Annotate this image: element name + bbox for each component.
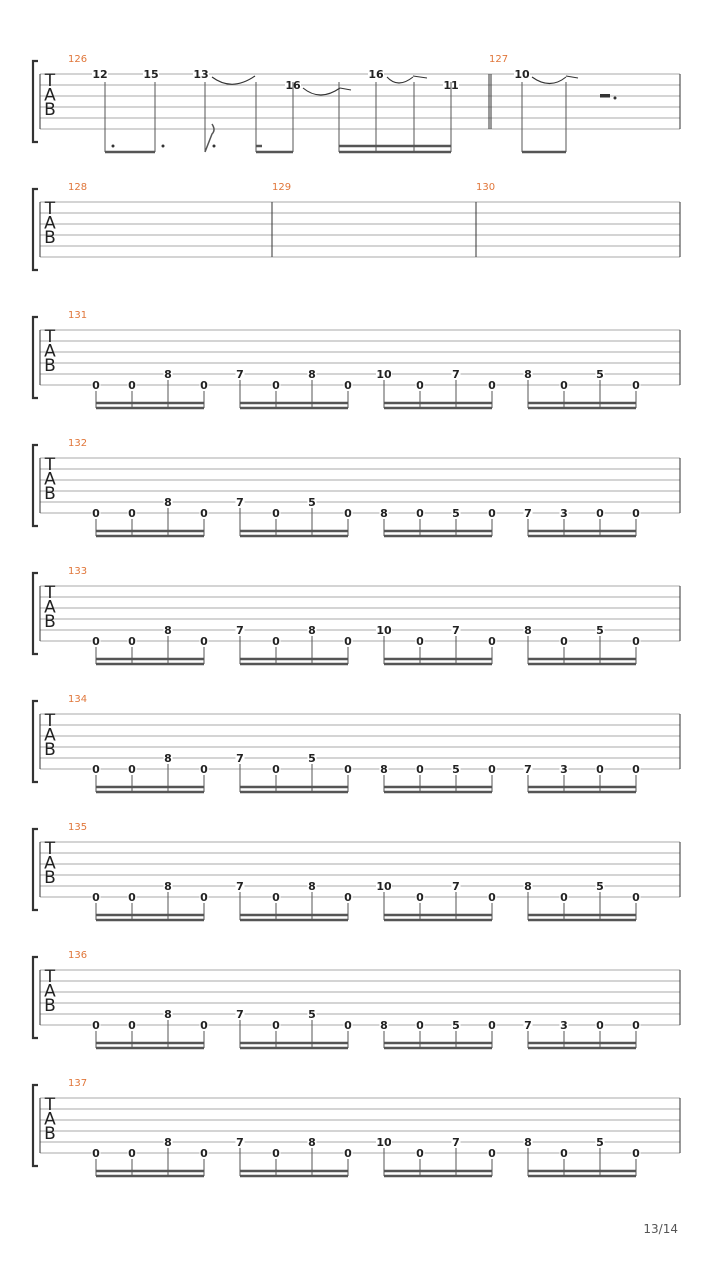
- fret-number: 0: [344, 1147, 352, 1160]
- fret-number: 0: [200, 763, 208, 776]
- rhythm-dot: [112, 145, 115, 148]
- fret-number: 7: [524, 507, 532, 520]
- fret-number: 0: [632, 891, 640, 904]
- fret-number: 0: [200, 507, 208, 520]
- slide-line: [340, 88, 351, 90]
- fret-number: 0: [92, 891, 100, 904]
- fret-number: 0: [92, 635, 100, 648]
- fret-number: 12: [92, 68, 108, 81]
- fret-number: 0: [632, 1147, 640, 1160]
- fret-number: 15: [143, 68, 159, 81]
- fret-number: 7: [524, 1019, 532, 1032]
- measure-number: 137: [68, 1078, 88, 1089]
- tab-clef-letter: A: [44, 85, 56, 106]
- fret-number: 0: [344, 763, 352, 776]
- fret-number: 5: [596, 624, 604, 637]
- tab-clef-letter: T: [44, 839, 56, 859]
- fret-number: 0: [560, 1147, 568, 1160]
- measure-number: 127: [489, 54, 509, 65]
- fret-number: 0: [560, 635, 568, 648]
- fret-number: 13: [193, 68, 209, 81]
- fret-number: 3: [560, 507, 568, 520]
- fret-number: 8: [524, 624, 532, 637]
- tab-clef-letter: A: [44, 341, 56, 362]
- fret-number: 8: [164, 496, 172, 509]
- fret-number: 0: [632, 1019, 640, 1032]
- fret-number: 0: [416, 635, 424, 648]
- measure-number: 128: [68, 182, 88, 193]
- fret-number: 5: [308, 496, 316, 509]
- fret-number: 0: [416, 379, 424, 392]
- fret-number: 8: [308, 624, 316, 637]
- system-bracket: [33, 573, 38, 654]
- system-bracket: [33, 701, 38, 782]
- fret-number: 0: [632, 763, 640, 776]
- fret-number: 0: [632, 507, 640, 520]
- tab-clef-letter: B: [44, 996, 56, 1016]
- fret-number: 0: [128, 379, 136, 392]
- fret-number: 0: [92, 1019, 100, 1032]
- tie-arc: [303, 88, 340, 95]
- fret-number: 16: [368, 68, 384, 81]
- fret-number: 0: [560, 891, 568, 904]
- system-bracket: [33, 317, 38, 398]
- fret-number: 0: [272, 763, 280, 776]
- tab-clef-letter: B: [44, 484, 56, 504]
- rhythm-dot: [162, 145, 165, 148]
- system-bracket: [33, 957, 38, 1038]
- fret-number: 0: [416, 507, 424, 520]
- fret-number: 0: [488, 891, 496, 904]
- fret-number: 0: [488, 379, 496, 392]
- fret-number: 7: [524, 763, 532, 776]
- fret-number: 0: [92, 1147, 100, 1160]
- tab-clef-letter: B: [44, 1124, 56, 1144]
- fret-number: 8: [164, 880, 172, 893]
- fret-number: 16: [285, 79, 301, 92]
- tab-clef-letter: A: [44, 1109, 56, 1130]
- fret-number: 7: [236, 1008, 244, 1021]
- fret-number: 0: [128, 635, 136, 648]
- page-number: 13/14: [643, 1222, 678, 1236]
- fret-number: 0: [344, 379, 352, 392]
- fret-number: 0: [344, 507, 352, 520]
- fret-number: 0: [596, 1019, 604, 1032]
- fret-number: 11: [443, 79, 459, 92]
- fret-number: 8: [380, 1019, 388, 1032]
- fret-number: 0: [488, 1019, 496, 1032]
- fret-number: 5: [596, 880, 604, 893]
- fret-number: 5: [596, 368, 604, 381]
- fret-number: 0: [596, 507, 604, 520]
- fret-number: 0: [416, 763, 424, 776]
- fret-number: 8: [308, 1136, 316, 1149]
- fret-number: 0: [488, 1147, 496, 1160]
- fret-number: 7: [452, 624, 460, 637]
- fret-number: 10: [376, 368, 392, 381]
- fret-number: 0: [128, 891, 136, 904]
- fret-number: 0: [272, 507, 280, 520]
- tab-clef-letter: A: [44, 213, 56, 234]
- fret-number: 8: [164, 752, 172, 765]
- system-bracket: [33, 189, 38, 270]
- fret-number: 7: [236, 368, 244, 381]
- fret-number: 5: [452, 507, 460, 520]
- half-rest: [600, 94, 610, 98]
- fret-number: 10: [514, 68, 530, 81]
- fret-number: 0: [560, 379, 568, 392]
- tab-clef-letter: T: [44, 711, 56, 731]
- fret-number: 0: [200, 891, 208, 904]
- fret-number: 7: [452, 880, 460, 893]
- tab-clef-letter: T: [44, 327, 56, 347]
- fret-number: 7: [236, 496, 244, 509]
- measure-number: 132: [68, 438, 88, 449]
- fret-number: 0: [344, 1019, 352, 1032]
- measure-number: 136: [68, 950, 88, 961]
- fret-number: 0: [416, 1147, 424, 1160]
- fret-number: 0: [272, 891, 280, 904]
- fret-number: 0: [128, 1147, 136, 1160]
- fret-number: 5: [596, 1136, 604, 1149]
- system-bracket: [33, 829, 38, 910]
- fret-number: 0: [200, 635, 208, 648]
- fret-number: 8: [380, 763, 388, 776]
- tab-clef-letter: A: [44, 469, 56, 490]
- tab-clef-letter: T: [44, 455, 56, 475]
- tie-arc: [532, 77, 566, 84]
- fret-number: 0: [488, 763, 496, 776]
- measure-number: 134: [68, 694, 88, 705]
- fret-number: 5: [308, 752, 316, 765]
- fret-number: 0: [128, 1019, 136, 1032]
- system-bracket: [33, 445, 38, 526]
- tab-clef-letter: T: [44, 967, 56, 987]
- fret-number: 0: [416, 1019, 424, 1032]
- tab-clef-letter: A: [44, 597, 56, 618]
- slide-line: [413, 76, 427, 78]
- fret-number: 7: [236, 1136, 244, 1149]
- fret-number: 8: [308, 880, 316, 893]
- fret-number: 0: [488, 635, 496, 648]
- system-bracket: [33, 61, 38, 142]
- tab-clef-letter: B: [44, 356, 56, 376]
- tab-clef-letter: A: [44, 725, 56, 746]
- tab-clef-letter: B: [44, 228, 56, 248]
- tab-clef-letter: B: [44, 612, 56, 632]
- fret-number: 0: [128, 507, 136, 520]
- fret-number: 0: [416, 891, 424, 904]
- measure-number: 126: [68, 54, 88, 65]
- fret-number: 0: [272, 1147, 280, 1160]
- fret-number: 5: [452, 763, 460, 776]
- fret-number: 8: [380, 507, 388, 520]
- fret-number: 8: [524, 368, 532, 381]
- measure-number: 130: [476, 182, 496, 193]
- measure-number: 135: [68, 822, 88, 833]
- fret-number: 0: [272, 1019, 280, 1032]
- fret-number: 0: [272, 635, 280, 648]
- fret-number: 0: [596, 763, 604, 776]
- fret-number: 3: [560, 1019, 568, 1032]
- fret-number: 7: [236, 624, 244, 637]
- fret-number: 10: [376, 880, 392, 893]
- fret-number: 0: [92, 507, 100, 520]
- fret-number: 0: [344, 635, 352, 648]
- fret-number: 8: [524, 880, 532, 893]
- rhythm-dot: [213, 145, 216, 148]
- fret-number: 0: [200, 379, 208, 392]
- tab-clef-letter: T: [44, 583, 56, 603]
- tie-arc: [387, 77, 413, 83]
- slide-line: [566, 76, 578, 78]
- fret-number: 0: [488, 507, 496, 520]
- fret-number: 7: [452, 368, 460, 381]
- fret-number: 0: [344, 891, 352, 904]
- fret-number: 7: [452, 1136, 460, 1149]
- fret-number: 8: [164, 1136, 172, 1149]
- measure-number: 129: [272, 182, 292, 193]
- fret-number: 3: [560, 763, 568, 776]
- fret-number: 8: [524, 1136, 532, 1149]
- tab-clef-letter: T: [44, 71, 56, 91]
- tab-clef-letter: B: [44, 740, 56, 760]
- tab-clef-letter: T: [44, 1095, 56, 1115]
- fret-number: 0: [632, 379, 640, 392]
- tie-arc: [212, 76, 255, 84]
- tab-clef-letter: B: [44, 100, 56, 120]
- system-bracket: [33, 1085, 38, 1166]
- fret-number: 0: [632, 635, 640, 648]
- fret-number: 8: [164, 624, 172, 637]
- rhythm-dot: [614, 97, 617, 100]
- fret-number: 0: [128, 763, 136, 776]
- tab-clef-letter: B: [44, 868, 56, 888]
- fret-number: 7: [236, 752, 244, 765]
- note-flag: [205, 124, 214, 152]
- fret-number: 8: [308, 368, 316, 381]
- tab-clef-letter: T: [44, 199, 56, 219]
- fret-number: 0: [92, 763, 100, 776]
- fret-number: 0: [200, 1147, 208, 1160]
- measure-number: 133: [68, 566, 88, 577]
- measure-number: 131: [68, 310, 88, 321]
- fret-number: 8: [164, 368, 172, 381]
- fret-number: 7: [236, 880, 244, 893]
- fret-number: 5: [452, 1019, 460, 1032]
- fret-number: 0: [92, 379, 100, 392]
- tab-clef-letter: A: [44, 981, 56, 1002]
- fret-number: 10: [376, 1136, 392, 1149]
- fret-number: 8: [164, 1008, 172, 1021]
- fret-number: 10: [376, 624, 392, 637]
- fret-number: 0: [200, 1019, 208, 1032]
- fret-number: 0: [272, 379, 280, 392]
- fret-number: 5: [308, 1008, 316, 1021]
- tab-clef-letter: A: [44, 853, 56, 874]
